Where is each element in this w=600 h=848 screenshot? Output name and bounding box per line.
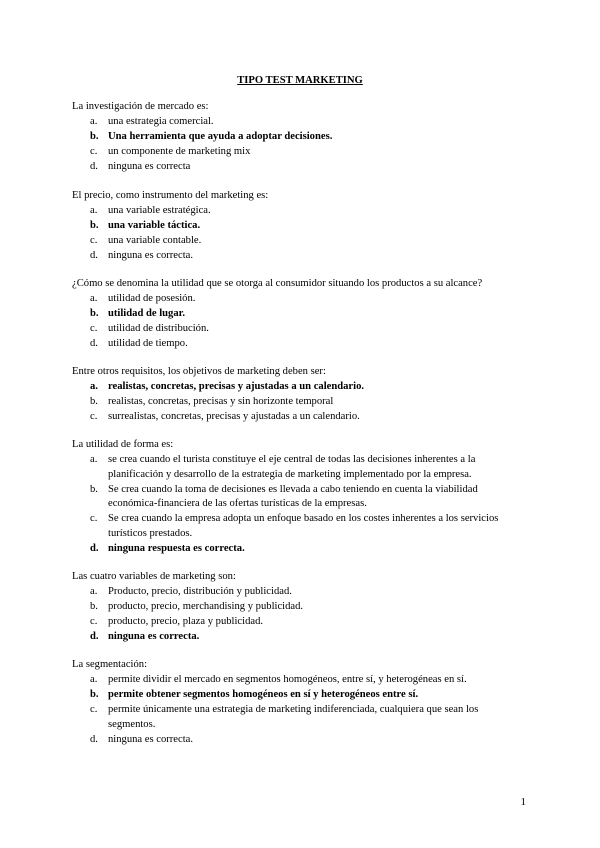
question-4 xyxy=(72,365,527,425)
option-c: c. permite únicamente una estrategia de marketing indiferenciada, cualquiera que sean los segmentos. xyxy=(90,704,479,730)
option-c: c. Se crea cuando la empresa adopta un enfoque basado en los costes inherentes a los servicios turísticos prestados. xyxy=(90,513,499,539)
page-number: 1 xyxy=(520,796,526,808)
question-text: El precio, como instrumento del marketing es: xyxy=(72,190,269,201)
question-2 xyxy=(72,189,527,264)
option-b-correct: b. permite obtener segmentos homogéneos en sí y heterogéneos entre sí. xyxy=(90,689,419,700)
option-a-correct: a. realistas, concretas, precisas y ajustadas a un calendario. xyxy=(90,381,365,392)
question-text: La investigación de mercado es: xyxy=(72,101,209,112)
question-3 xyxy=(72,277,527,352)
option-b: b. realistas, concretas, precisas y sin horizonte temporal xyxy=(90,396,334,407)
question-7 xyxy=(72,658,527,748)
page-title: TIPO TEST MARKETING xyxy=(237,75,363,86)
option-c: c. utilidad de distribución. xyxy=(90,323,209,334)
option-c: c. una variable contable. xyxy=(90,235,202,246)
question-text: Entre otros requisitos, los objetivos de marketing deben ser: xyxy=(72,366,326,377)
option-d: d. ninguna es correcta. xyxy=(90,733,194,745)
option-a: a. una variable estratégica. xyxy=(90,205,211,216)
option-b: b. producto, precio, merchandising y publicidad. xyxy=(90,601,304,612)
option-b: b. Se crea cuando la toma de decisiones es llevada a cabo teniendo en cuenta la viabilidad económica-financiera de las ofertas turísticas de la empresas. xyxy=(90,483,478,509)
question-text: La utilidad de forma es: xyxy=(72,439,174,450)
question-text: La segmentación: xyxy=(72,659,148,670)
option-a: a. una estrategia comercial. xyxy=(90,116,214,127)
option-a: a. Producto, precio, distribución y publicidad. xyxy=(90,586,292,597)
option-a: a. se crea cuando el turista constituye el eje central de todas las decisiones inherentes a la planificación y desarrollo de la estrategia de marketing implementado por la empresa. xyxy=(90,454,476,480)
option-a: a. permite dividir el mercado en segmentos homogéneos, entre sí, y heterogéneas en sí. xyxy=(90,674,467,685)
option-b-correct: b. una variable táctica. xyxy=(90,220,201,231)
question-6 xyxy=(72,570,527,645)
question-5 xyxy=(72,438,527,557)
option-b-correct: b. utilidad de lugar. xyxy=(90,308,186,319)
option-c: c. producto, precio, plaza y publicidad. xyxy=(90,616,264,627)
option-b-correct: b. Una herramienta que ayuda a adoptar decisiones. xyxy=(90,131,333,142)
option-c: c. un componente de marketing mix xyxy=(90,146,251,157)
option-a: a. utilidad de posesión. xyxy=(90,293,196,304)
option-d: d. ninguna es correcta xyxy=(90,161,191,172)
question-text: Las cuatro variables de marketing son: xyxy=(72,571,236,582)
option-d: d. utilidad de tiempo. xyxy=(90,338,188,349)
option-c: c. surrealistas, concretas, precisas y ajustadas a un calendario. xyxy=(90,411,360,422)
question-1 xyxy=(72,100,527,175)
option-d-correct: d. ninguna respuesta es correcta. xyxy=(90,542,245,554)
question-text: ¿Cómo se denomina la utilidad que se otorga al consumidor situando los productos a su alcance? xyxy=(72,278,483,289)
option-d-correct: d. ninguna es correcta. xyxy=(90,631,200,642)
option-d: d. ninguna es correcta. xyxy=(90,250,194,261)
